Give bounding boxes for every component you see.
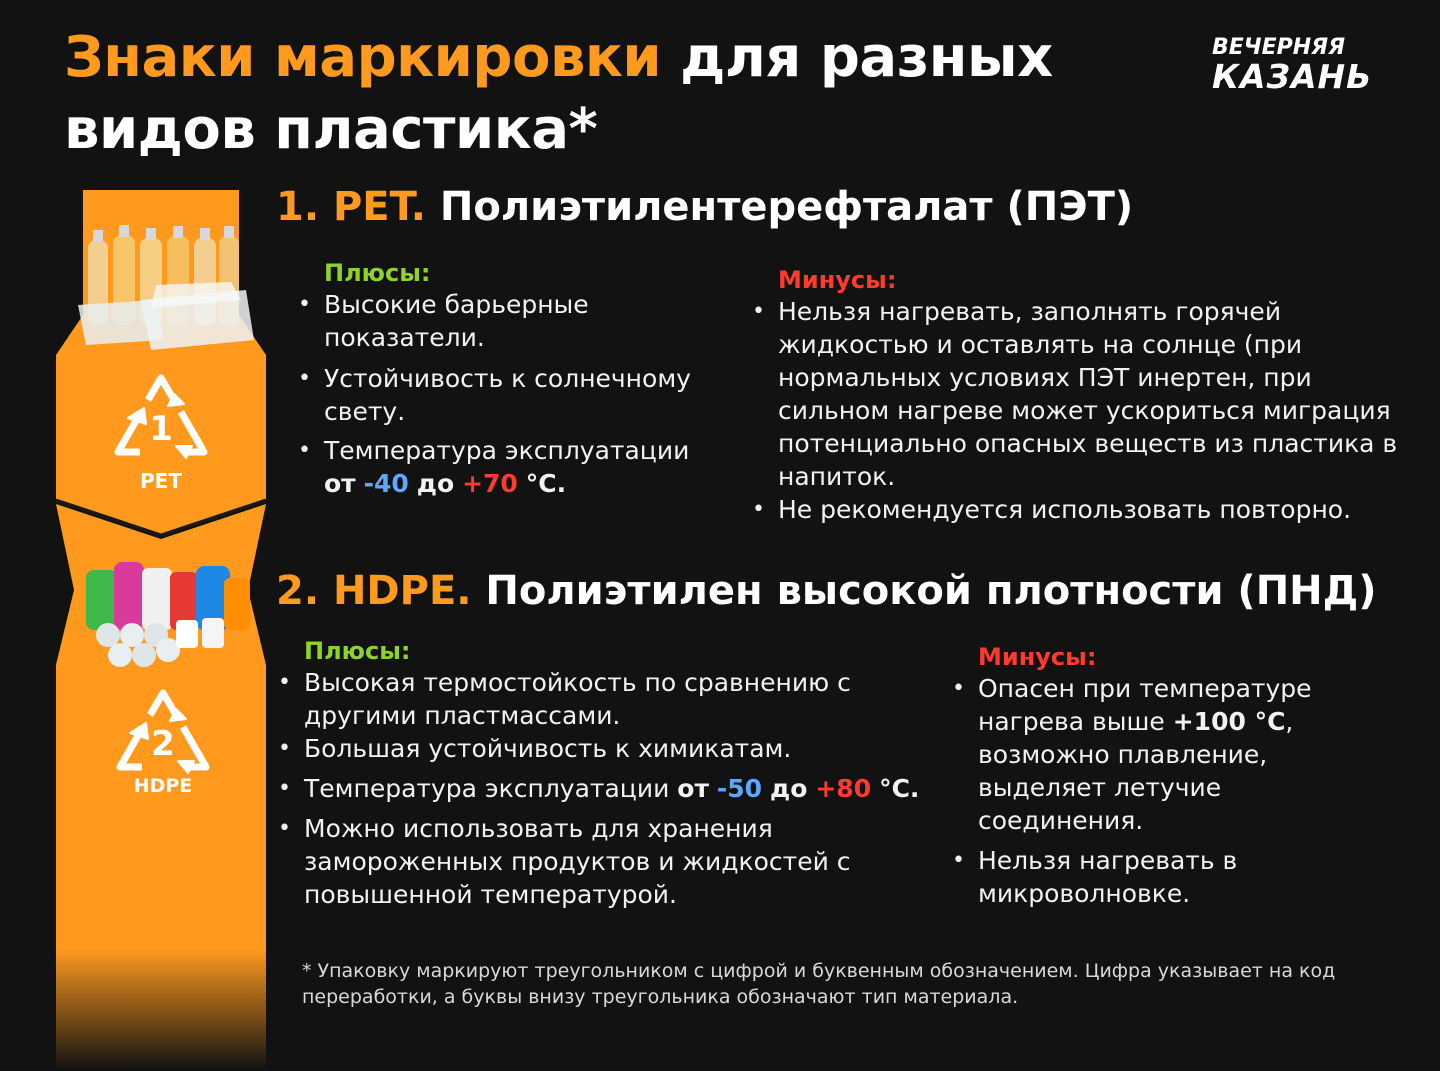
list-item-text: Высокая термостойкость по сравнению с другими пластмассами.: [304, 668, 851, 730]
list-item: [952, 672, 1372, 837]
temp-prefix: Температура эксплуатации: [324, 436, 690, 465]
list-item: [298, 434, 748, 500]
temp-to: до: [770, 774, 808, 803]
hdpe-heading: [276, 566, 1377, 616]
pet-cons-label: Минусы:: [778, 266, 897, 294]
pet-pros-label: Плюсы:: [324, 259, 431, 287]
temp-prefix: Температура эксплуатации: [304, 774, 670, 803]
list-item: [298, 362, 748, 428]
hdpe-pros-list: [278, 666, 958, 911]
pet-heading-text: Полиэтилентерефталат (ПЭТ): [426, 184, 1134, 230]
pet-heading: [276, 182, 1133, 232]
list-item-text: Большая устойчивость к химикатам.: [304, 734, 792, 763]
title-line2: видов пластика*: [64, 97, 598, 162]
temp-threshold: +100 °C: [1172, 707, 1286, 736]
hdpe-pros-block: [278, 636, 958, 911]
temp-min: -40: [363, 469, 409, 498]
logo-line1: ВЕЧЕРНЯЯ: [1212, 35, 1346, 60]
list-item-text-suffix: , возможно плавление, выделяет летучие соединения.: [978, 707, 1294, 835]
list-item-text: Можно использовать для хранения замороженных продуктов и жидкостей с повышенной температурой.: [304, 814, 851, 909]
temp-min: -50: [716, 774, 763, 803]
pet-heading-number: 1. PET.: [276, 184, 426, 230]
hdpe-heading-number: 2. HDPE.: [276, 568, 472, 614]
list-item-text: Опасен при температуре нагрева выше: [978, 674, 1312, 736]
list-item-text: Нельзя нагревать в микроволновке.: [978, 846, 1238, 908]
list-item-text: Не рекомендуется использовать повторно.: [778, 495, 1352, 524]
brand-logo: [1212, 36, 1382, 96]
title-accent: Знаки маркировки: [64, 25, 662, 90]
pet-pros-block: [298, 258, 748, 500]
list-item: [278, 772, 958, 805]
list-item-text: Устойчивость к солнечному свету.: [324, 364, 691, 426]
temp-unit: °C.: [879, 774, 920, 803]
temp-unit: °C.: [525, 469, 567, 498]
hdpe-recycle-number: 2: [151, 724, 175, 764]
temp-max: +80: [815, 774, 872, 803]
hdpe-heading-text: Полиэтилен высокой плотности (ПНД): [471, 568, 1377, 614]
logo-line2: КАЗАНЬ: [1212, 57, 1373, 96]
list-item: [278, 812, 894, 911]
title-rest: для разных: [661, 25, 1053, 90]
pet-recycle-number: 1: [149, 409, 173, 449]
list-item: [752, 295, 1424, 493]
hdpe-recycle-code: HDPE: [133, 775, 193, 797]
list-item: [752, 493, 1424, 526]
pet-cons-block: [752, 265, 1424, 526]
pet-cons-list: [752, 295, 1424, 526]
list-item-text: Высокие барьерные показатели.: [324, 290, 589, 352]
page-title: [64, 22, 1164, 166]
pet-recycle-code: PET: [140, 469, 182, 493]
hdpe-cons-block: [952, 642, 1372, 910]
list-item-text: Нельзя нагревать, заполнять горячей жидкостью и оставлять на солнце (при нормальных условиях ПЭТ инертен, при сильном нагреве может ускориться миграция потенциально опасных веществ из пластика в напиток.: [778, 297, 1398, 491]
pet-pros-list: [298, 288, 748, 500]
hdpe-cons-label: Минусы:: [978, 643, 1097, 671]
hdpe-pros-label: Плюсы:: [304, 637, 411, 665]
list-item: [278, 666, 904, 732]
list-item: [952, 844, 1372, 910]
temp-from: от: [324, 469, 356, 498]
material-column: [56, 190, 266, 1070]
list-item: [298, 288, 748, 354]
list-item: [278, 732, 958, 765]
footnote: * Упаковку маркируют треугольником с цифрой и буквенным обозначением. Цифра указывает на код переработки, а буквы внизу треугольника обозначают тип материала.: [302, 960, 1336, 1008]
temp-from: от: [677, 774, 709, 803]
hdpe-cons-list: [952, 672, 1372, 910]
temp-to: до: [416, 469, 455, 498]
temp-max: +70: [462, 469, 518, 498]
